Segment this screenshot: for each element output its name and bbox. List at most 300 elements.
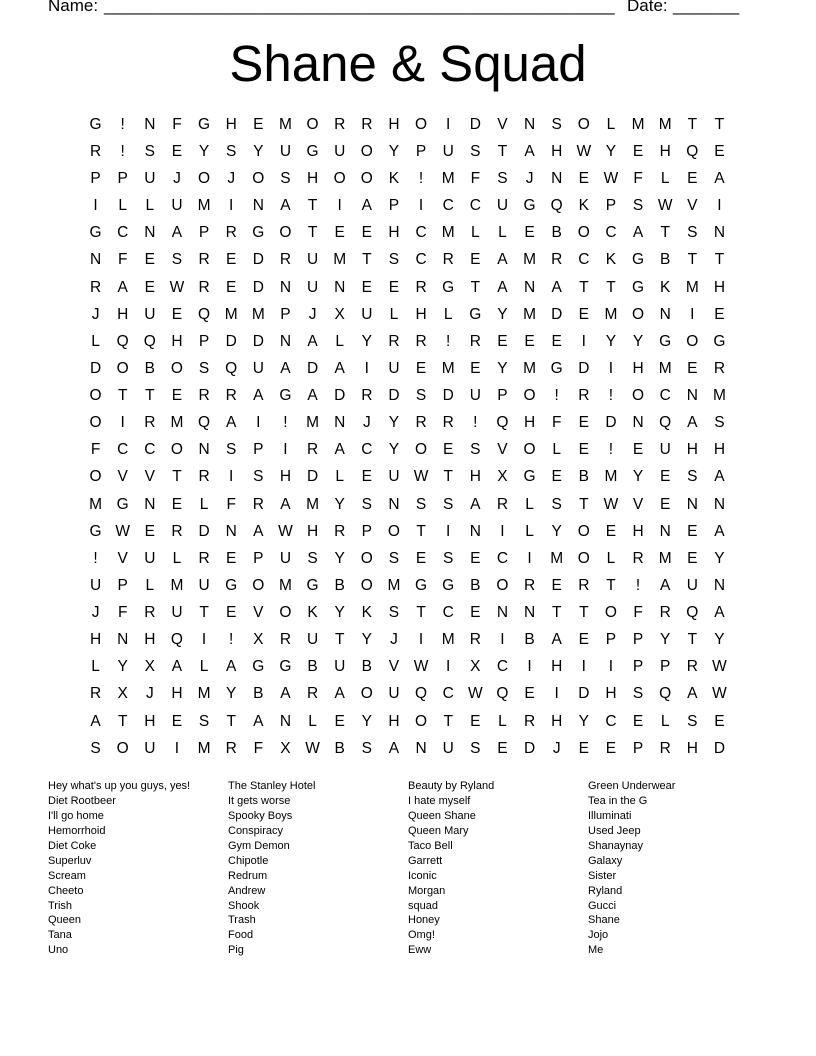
grid-cell[interactable]: T	[416, 522, 426, 540]
grid-cell[interactable]: Q	[225, 359, 238, 377]
grid-cell[interactable]: Q	[170, 631, 183, 649]
grid-cell[interactable]: K	[578, 197, 589, 215]
grid-cell[interactable]: Y	[388, 142, 400, 160]
grid-cell[interactable]: L	[471, 224, 480, 242]
grid-cell[interactable]: N	[89, 251, 102, 269]
grid-cell[interactable]: E	[144, 522, 155, 540]
grid-cell[interactable]: E	[714, 142, 725, 160]
grid-cell[interactable]: Q	[198, 305, 211, 323]
grid-cell[interactable]: H	[306, 170, 319, 188]
grid-cell[interactable]: H	[171, 332, 183, 350]
grid-cell[interactable]: O	[170, 359, 183, 377]
grid-cell[interactable]: L	[498, 224, 507, 242]
grid-cell[interactable]: S	[470, 142, 481, 160]
grid-cell[interactable]: H	[144, 712, 156, 730]
grid-cell[interactable]: H	[632, 359, 644, 377]
grid-cell[interactable]: N	[415, 739, 427, 757]
grid-cell[interactable]: U	[442, 739, 454, 757]
grid-cell[interactable]: O	[279, 604, 292, 622]
grid-cell[interactable]: R	[198, 387, 210, 405]
grid-cell[interactable]: E	[578, 170, 589, 188]
grid-cell[interactable]: I	[446, 658, 451, 676]
grid-cell[interactable]: R	[388, 332, 400, 350]
grid-cell[interactable]: C	[469, 197, 481, 215]
grid-cell[interactable]: U	[144, 549, 156, 567]
grid-cell[interactable]: Q	[116, 332, 129, 350]
grid-cell[interactable]: F	[633, 604, 643, 622]
grid-cell[interactable]: Y	[632, 468, 644, 486]
grid-cell[interactable]: M	[89, 495, 103, 513]
grid-cell[interactable]: L	[606, 115, 616, 133]
grid-cell[interactable]: A	[280, 495, 291, 513]
grid-cell[interactable]: D	[198, 522, 210, 540]
grid-cell[interactable]: O	[496, 576, 509, 594]
grid-cell[interactable]: K	[605, 251, 617, 269]
grid-cell[interactable]: T	[606, 576, 616, 594]
grid-cell[interactable]: E	[226, 604, 237, 622]
grid-cell[interactable]: E	[470, 604, 481, 622]
grid-cell[interactable]: E	[171, 495, 183, 513]
grid-cell[interactable]: N	[523, 115, 536, 133]
grid-cell[interactable]: I	[581, 332, 586, 350]
grid-cell[interactable]: L	[498, 712, 507, 730]
grid-cell[interactable]: L	[199, 658, 209, 676]
grid-cell[interactable]: P	[90, 170, 101, 188]
grid-cell[interactable]: T	[226, 712, 236, 730]
grid-cell[interactable]: I	[256, 414, 261, 432]
grid-cell[interactable]: S	[632, 685, 644, 703]
grid-cell[interactable]: R	[442, 414, 454, 432]
grid-cell[interactable]: S	[388, 604, 400, 622]
grid-cell[interactable]: H	[279, 468, 292, 486]
grid-cell[interactable]: A	[253, 387, 264, 405]
grid-cell[interactable]: K	[307, 604, 318, 622]
grid-cell[interactable]: N	[144, 224, 156, 242]
grid-cell[interactable]: C	[496, 658, 509, 676]
grid-cell[interactable]: O	[252, 170, 265, 188]
grid-cell[interactable]: E	[632, 441, 644, 459]
grid-cell[interactable]: O	[306, 115, 319, 133]
grid-cell[interactable]: M	[604, 468, 618, 486]
grid-cell[interactable]: Y	[497, 305, 508, 323]
grid-cell[interactable]: N	[686, 387, 698, 405]
grid-cell[interactable]: D	[252, 251, 264, 269]
grid-cell[interactable]: P	[117, 170, 128, 188]
grid-cell[interactable]: J	[552, 739, 561, 757]
grid-cell[interactable]: H	[605, 685, 617, 703]
grid-cell[interactable]: U	[198, 576, 210, 594]
grid-cell[interactable]: R	[442, 251, 454, 269]
grid-cell[interactable]: H	[469, 468, 481, 486]
grid-cell[interactable]: T	[660, 224, 670, 242]
grid-cell[interactable]: D	[306, 359, 319, 377]
grid-cell[interactable]: M	[658, 549, 672, 567]
grid-cell[interactable]: Y	[361, 631, 372, 649]
grid-cell[interactable]: M	[306, 414, 320, 432]
grid-cell[interactable]: D	[551, 305, 563, 323]
grid-cell[interactable]: !	[554, 387, 559, 405]
grid-cell[interactable]: E	[687, 359, 698, 377]
grid-cell[interactable]: G	[306, 576, 319, 594]
grid-cell[interactable]: G	[415, 576, 428, 594]
grid-cell[interactable]: H	[686, 441, 698, 459]
grid-cell[interactable]: H	[388, 712, 400, 730]
grid-cell[interactable]: S	[144, 142, 155, 160]
grid-cell[interactable]: Y	[497, 359, 508, 377]
grid-cell[interactable]: H	[713, 278, 726, 296]
grid-cell[interactable]: F	[253, 739, 264, 757]
grid-cell[interactable]: S	[388, 549, 400, 567]
grid-cell[interactable]: B	[660, 251, 671, 269]
grid-cell[interactable]: O	[604, 604, 617, 622]
grid-cell[interactable]: Q	[143, 332, 156, 350]
grid-cell[interactable]: S	[470, 441, 481, 459]
grid-cell[interactable]: !	[608, 387, 614, 405]
grid-cell[interactable]: R	[686, 658, 698, 676]
grid-cell[interactable]: G	[252, 658, 265, 676]
grid-cell[interactable]: L	[335, 332, 344, 350]
grid-cell[interactable]: Y	[632, 332, 644, 350]
grid-cell[interactable]: W	[169, 278, 185, 296]
grid-cell[interactable]: N	[334, 278, 346, 296]
grid-cell[interactable]: U	[334, 142, 346, 160]
grid-cell[interactable]: W	[467, 685, 483, 703]
grid-cell[interactable]: M	[658, 359, 672, 377]
grid-cell[interactable]: U	[496, 197, 509, 215]
grid-cell[interactable]: R	[225, 387, 237, 405]
grid-cell[interactable]: P	[198, 332, 210, 350]
grid-cell[interactable]: U	[388, 468, 400, 486]
grid-cell[interactable]: R	[89, 142, 102, 160]
grid-cell[interactable]: U	[388, 685, 400, 703]
grid-cell[interactable]: I	[229, 468, 234, 486]
grid-cell[interactable]: G	[713, 332, 726, 350]
grid-cell[interactable]: Y	[578, 712, 589, 730]
grid-cell[interactable]: J	[91, 305, 100, 323]
grid-cell[interactable]: M	[685, 278, 699, 296]
grid-cell[interactable]: !	[635, 576, 641, 594]
grid-cell[interactable]: I	[500, 631, 505, 649]
grid-cell[interactable]: C	[659, 387, 671, 405]
grid-cell[interactable]: Y	[605, 332, 617, 350]
grid-cell[interactable]: H	[144, 631, 156, 649]
grid-cell[interactable]: O	[89, 414, 102, 432]
grid-cell[interactable]: O	[632, 305, 645, 323]
grid-cell[interactable]: S	[687, 468, 698, 486]
grid-cell[interactable]: O	[279, 224, 292, 242]
grid-cell[interactable]: L	[145, 197, 155, 215]
grid-cell[interactable]: L	[525, 495, 534, 513]
grid-cell[interactable]: L	[552, 441, 561, 459]
grid-cell[interactable]: S	[551, 495, 562, 513]
grid-cell[interactable]: M	[658, 115, 672, 133]
grid-cell[interactable]: Y	[198, 142, 210, 160]
grid-cell[interactable]: Y	[605, 142, 617, 160]
grid-cell[interactable]: R	[225, 224, 237, 242]
grid-cell[interactable]: T	[362, 251, 372, 269]
grid-cell[interactable]: Q	[198, 414, 211, 432]
grid-cell[interactable]: O	[523, 387, 536, 405]
grid-cell[interactable]: N	[551, 170, 563, 188]
grid-cell[interactable]: O	[387, 522, 400, 540]
grid-cell[interactable]: H	[523, 414, 536, 432]
grid-cell[interactable]: A	[497, 278, 508, 296]
grid-cell[interactable]: O	[333, 170, 346, 188]
grid-cell[interactable]: R	[306, 441, 319, 459]
grid-cell[interactable]: E	[443, 441, 454, 459]
grid-cell[interactable]: C	[361, 441, 373, 459]
grid-cell[interactable]: R	[198, 278, 210, 296]
grid-cell[interactable]: Q	[496, 685, 509, 703]
grid-cell[interactable]: A	[334, 359, 345, 377]
grid-cell[interactable]: W	[712, 658, 727, 676]
grid-cell[interactable]: H	[713, 441, 726, 459]
grid-cell[interactable]: E	[253, 115, 264, 133]
grid-cell[interactable]: E	[144, 251, 155, 269]
grid-cell[interactable]: U	[442, 142, 454, 160]
grid-cell[interactable]: V	[687, 197, 698, 215]
grid-cell[interactable]: L	[91, 332, 100, 350]
grid-cell[interactable]: I	[418, 631, 424, 649]
grid-cell[interactable]: E	[497, 332, 508, 350]
grid-cell[interactable]: O	[89, 387, 102, 405]
grid-cell[interactable]: H	[306, 522, 319, 540]
grid-cell[interactable]: E	[660, 468, 671, 486]
grid-cell[interactable]: R	[252, 495, 264, 513]
grid-cell[interactable]: I	[283, 441, 288, 459]
grid-cell[interactable]: J	[145, 685, 154, 703]
grid-cell[interactable]: S	[551, 115, 562, 133]
grid-cell[interactable]: O	[360, 549, 373, 567]
grid-cell[interactable]: H	[225, 115, 237, 133]
grid-cell[interactable]: R	[415, 414, 427, 432]
grid-cell[interactable]: M	[306, 495, 320, 513]
grid-cell[interactable]: V	[632, 495, 644, 513]
grid-cell[interactable]: C	[415, 224, 427, 242]
grid-cell[interactable]: S	[226, 441, 237, 459]
grid-cell[interactable]: O	[360, 685, 373, 703]
grid-cell[interactable]: Y	[714, 549, 725, 567]
grid-cell[interactable]: D	[225, 332, 237, 350]
grid-cell[interactable]: U	[171, 604, 183, 622]
grid-cell[interactable]: A	[226, 658, 237, 676]
grid-cell[interactable]: M	[523, 305, 537, 323]
grid-cell[interactable]: C	[578, 251, 590, 269]
grid-cell[interactable]: E	[687, 170, 698, 188]
grid-cell[interactable]: N	[388, 495, 400, 513]
grid-cell[interactable]: S	[280, 170, 291, 188]
grid-cell[interactable]: E	[171, 387, 183, 405]
grid-cell[interactable]: T	[470, 278, 481, 296]
grid-cell[interactable]: X	[280, 739, 291, 757]
grid-cell[interactable]: B	[551, 224, 562, 242]
grid-cell[interactable]: G	[279, 658, 292, 676]
grid-cell[interactable]: L	[91, 658, 100, 676]
grid-cell[interactable]: !	[93, 549, 98, 567]
grid-cell[interactable]: H	[388, 224, 400, 242]
grid-cell[interactable]: V	[497, 441, 508, 459]
grid-cell[interactable]: S	[198, 359, 210, 377]
grid-cell[interactable]: T	[687, 251, 698, 269]
grid-cell[interactable]: H	[171, 685, 183, 703]
grid-cell[interactable]: R	[198, 549, 210, 567]
grid-cell[interactable]: R	[415, 332, 427, 350]
grid-cell[interactable]: F	[470, 170, 481, 188]
grid-cell[interactable]: A	[361, 197, 372, 215]
grid-cell[interactable]: V	[117, 549, 128, 567]
grid-cell[interactable]: U	[469, 387, 481, 405]
grid-cell[interactable]: A	[524, 142, 535, 160]
grid-cell[interactable]: L	[118, 197, 127, 215]
grid-cell[interactable]: O	[415, 441, 428, 459]
grid-cell[interactable]: P	[415, 142, 427, 160]
grid-cell[interactable]: E	[361, 278, 372, 296]
grid-cell[interactable]: O	[89, 468, 102, 486]
grid-cell[interactable]: D	[252, 278, 264, 296]
grid-cell[interactable]: B	[361, 658, 372, 676]
grid-cell[interactable]: N	[469, 522, 481, 540]
grid-cell[interactable]: R	[279, 631, 292, 649]
grid-cell[interactable]: O	[577, 549, 590, 567]
grid-cell[interactable]: T	[199, 604, 209, 622]
grid-cell[interactable]: W	[413, 658, 429, 676]
grid-cell[interactable]: M	[170, 576, 184, 594]
grid-cell[interactable]: N	[496, 604, 509, 622]
grid-cell[interactable]: B	[578, 468, 589, 486]
grid-cell[interactable]: B	[144, 359, 155, 377]
date-field[interactable]: _______	[673, 0, 740, 15]
grid-cell[interactable]: T	[687, 631, 698, 649]
grid-cell[interactable]: H	[551, 142, 563, 160]
grid-cell[interactable]: I	[446, 115, 451, 133]
grid-cell[interactable]: E	[551, 332, 562, 350]
grid-cell[interactable]: G	[279, 387, 292, 405]
grid-cell[interactable]: R	[578, 387, 590, 405]
grid-cell[interactable]: T	[443, 712, 453, 730]
grid-cell[interactable]: S	[687, 712, 698, 730]
grid-cell[interactable]: G	[550, 359, 563, 377]
grid-cell[interactable]: A	[687, 414, 698, 432]
grid-cell[interactable]: H	[117, 305, 129, 323]
grid-cell[interactable]: R	[713, 359, 726, 377]
grid-cell[interactable]: D	[578, 685, 590, 703]
grid-cell[interactable]: L	[199, 495, 209, 513]
grid-cell[interactable]: A	[171, 658, 183, 676]
grid-cell[interactable]: R	[144, 604, 156, 622]
grid-cell[interactable]: O	[415, 712, 428, 730]
grid-cell[interactable]: D	[89, 359, 102, 377]
grid-cell[interactable]: A	[660, 576, 671, 594]
grid-cell[interactable]: O	[577, 224, 590, 242]
grid-cell[interactable]: T	[443, 468, 453, 486]
grid-cell[interactable]: V	[253, 604, 264, 622]
grid-cell[interactable]: G	[442, 576, 455, 594]
grid-cell[interactable]: G	[89, 224, 102, 242]
grid-cell[interactable]: H	[89, 631, 102, 649]
grid-cell[interactable]: C	[442, 685, 454, 703]
grid-cell[interactable]: N	[279, 712, 292, 730]
grid-cell[interactable]: Q	[686, 604, 699, 622]
grid-cell[interactable]: F	[117, 604, 128, 622]
grid-cell[interactable]: T	[117, 712, 128, 730]
grid-cell[interactable]: G	[89, 115, 102, 133]
grid-cell[interactable]: M	[387, 576, 401, 594]
grid-cell[interactable]: N	[198, 441, 210, 459]
grid-cell[interactable]: P	[388, 197, 400, 215]
grid-cell[interactable]: N	[659, 522, 671, 540]
grid-cell[interactable]: E	[578, 739, 589, 757]
grid-cell[interactable]: A	[714, 604, 725, 622]
grid-cell[interactable]: A	[171, 224, 183, 242]
grid-cell[interactable]: L	[145, 576, 155, 594]
grid-cell[interactable]: R	[306, 685, 319, 703]
grid-cell[interactable]: W	[657, 197, 673, 215]
grid-cell[interactable]: U	[144, 170, 156, 188]
grid-cell[interactable]: T	[714, 115, 725, 133]
grid-cell[interactable]: O	[116, 359, 129, 377]
grid-cell[interactable]: G	[632, 251, 645, 269]
grid-cell[interactable]: M	[170, 414, 184, 432]
grid-cell[interactable]: M	[197, 739, 211, 757]
grid-cell[interactable]: A	[307, 387, 318, 405]
grid-cell[interactable]: !	[229, 631, 234, 649]
grid-cell[interactable]: U	[144, 739, 156, 757]
grid-cell[interactable]: U	[306, 251, 319, 269]
grid-cell[interactable]: I	[418, 197, 424, 215]
grid-cell[interactable]: S	[361, 739, 372, 757]
grid-cell[interactable]: A	[253, 712, 264, 730]
grid-cell[interactable]: P	[497, 387, 508, 405]
grid-cell[interactable]: D	[442, 387, 454, 405]
grid-cell[interactable]: Q	[659, 414, 672, 432]
grid-cell[interactable]: Y	[253, 142, 264, 160]
grid-cell[interactable]: T	[334, 631, 345, 649]
grid-cell[interactable]: Y	[551, 522, 562, 540]
grid-cell[interactable]: U	[686, 576, 698, 594]
grid-cell[interactable]: R	[198, 468, 210, 486]
grid-cell[interactable]: S	[90, 739, 101, 757]
grid-cell[interactable]: Y	[388, 414, 400, 432]
grid-cell[interactable]: A	[334, 441, 345, 459]
grid-cell[interactable]: A	[470, 495, 481, 513]
grid-cell[interactable]: S	[226, 142, 237, 160]
grid-cell[interactable]: Y	[714, 631, 725, 649]
grid-cell[interactable]: P	[253, 549, 264, 567]
grid-cell[interactable]: G	[469, 305, 482, 323]
grid-cell[interactable]: R	[144, 414, 156, 432]
grid-cell[interactable]: E	[578, 441, 589, 459]
grid-cell[interactable]: S	[388, 251, 400, 269]
grid-cell[interactable]: I	[554, 685, 559, 703]
grid-cell[interactable]: A	[714, 522, 725, 540]
grid-cell[interactable]: C	[117, 224, 129, 242]
grid-cell[interactable]: T	[579, 604, 589, 622]
grid-cell[interactable]: M	[523, 251, 537, 269]
grid-cell[interactable]: U	[89, 576, 102, 594]
grid-cell[interactable]: E	[388, 278, 400, 296]
grid-cell[interactable]: C	[144, 441, 156, 459]
grid-cell[interactable]: H	[551, 658, 563, 676]
grid-cell[interactable]: R	[469, 332, 481, 350]
grid-cell[interactable]: E	[524, 685, 535, 703]
grid-cell[interactable]: Q	[550, 197, 563, 215]
grid-cell[interactable]: U	[306, 278, 319, 296]
grid-cell[interactable]: L	[660, 712, 670, 730]
grid-cell[interactable]: U	[659, 441, 671, 459]
grid-cell[interactable]: K	[361, 604, 372, 622]
grid-cell[interactable]: G	[442, 278, 455, 296]
grid-cell[interactable]: F	[117, 251, 128, 269]
